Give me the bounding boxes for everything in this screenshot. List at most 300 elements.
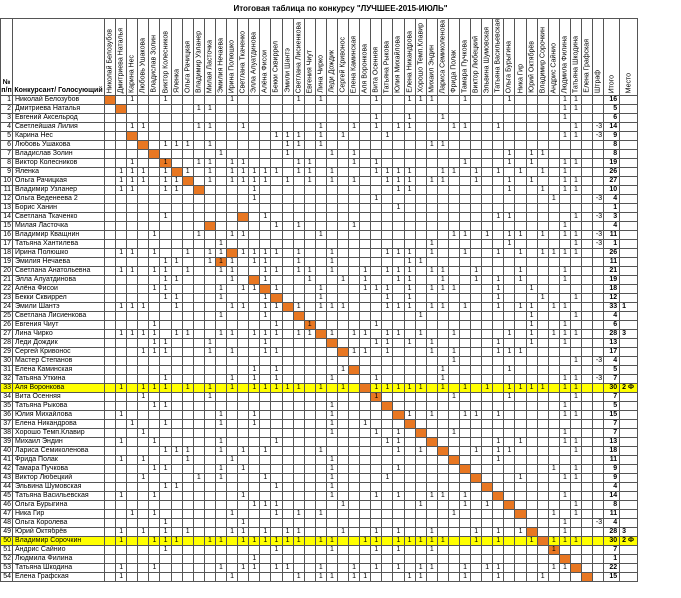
vote-cell [504,321,515,330]
vote-cell [382,564,393,573]
vote-cell [138,438,149,447]
vote-cell [138,573,149,582]
vote-cell [382,321,393,330]
vote-cell: 1 [160,447,171,456]
vote-cell: 1 [482,564,493,573]
vote-cell [526,186,537,195]
vote-cell [393,114,404,123]
vote-cell: 1 [238,168,249,177]
vote-cell [215,510,226,519]
vote-cell [570,150,581,159]
table-row [1,150,638,159]
vote-cell [293,564,304,573]
vote-cell: 1 [260,294,271,303]
vote-cell: 1 [138,168,149,177]
vote-cell: 1 [227,168,238,177]
vote-cell [105,294,116,303]
vote-cell [204,375,215,384]
vote-cell: 1 [249,249,260,258]
vote-cell [127,231,138,240]
vote-cell [404,438,415,447]
vote-cell [171,240,182,249]
vote-cell [138,267,149,276]
vote-cell: 1 [304,168,315,177]
vote-cell [149,519,160,528]
vote-cell: 1 [471,447,482,456]
vote-cell [382,186,393,195]
vote-cell [271,312,282,321]
vote-cell [493,96,504,105]
vote-cell [360,456,371,465]
vote-cell: 1 [193,474,204,483]
vote-cell [315,348,326,357]
vote-cell [360,393,371,402]
vote-cell [116,429,127,438]
vote-cell [515,501,526,510]
vote-cell [515,492,526,501]
vote-cell [160,249,171,258]
vote-cell [448,159,459,168]
vote-cell [293,402,304,411]
vote-cell: 1 [227,456,238,465]
vote-cell: 1 [426,564,437,573]
vote-cell [138,195,149,204]
vote-cell [138,240,149,249]
vote-cell [149,177,160,186]
vote-cell [282,483,293,492]
bonus-cell: -3 [593,519,604,528]
vote-cell [326,357,337,366]
vote-cell [471,330,482,339]
vote-cell [371,177,382,186]
place-cell [620,258,638,267]
vote-cell [204,276,215,285]
vote-cell [304,339,315,348]
vote-cell: 1 [393,438,404,447]
vote-cell [193,366,204,375]
vote-cell [215,483,226,492]
vote-cell: 1 [437,366,448,375]
table-row [1,303,638,312]
vote-cell [171,519,182,528]
vote-cell [182,375,193,384]
vote-cell [271,141,282,150]
vote-cell [349,213,360,222]
vote-cell [193,303,204,312]
vote-cell [193,330,204,339]
vote-cell: 1 [371,546,382,555]
vote-cell [471,456,482,465]
vote-cell [482,186,493,195]
vote-cell [215,429,226,438]
vote-cell: 1 [537,384,548,393]
vote-cell: 1 [238,537,249,546]
vote-cell [482,366,493,375]
vote-cell: 1 [382,339,393,348]
vote-cell [548,168,559,177]
vote-cell: 1 [260,249,271,258]
column-header-label: Милая Ласточка [206,39,214,93]
vote-cell [293,285,304,294]
vote-cell: 1 [215,564,226,573]
vote-cell [160,240,171,249]
vote-cell: 1 [559,222,570,231]
vote-cell: 1 [570,159,581,168]
column-header-label: Виктор Колесников [162,30,170,93]
row-number: 9 [1,168,13,177]
vote-cell [460,348,471,357]
vote-cell [116,285,127,294]
vote-cell [227,357,238,366]
vote-cell [238,96,249,105]
vote-cell [393,96,404,105]
vote-cell [537,483,548,492]
vote-cell [382,195,393,204]
row-number: 20 [1,267,13,276]
vote-cell [304,186,315,195]
vote-cell: 1 [349,348,360,357]
vote-cell [393,348,404,357]
vote-cell [448,564,459,573]
vote-cell [504,456,515,465]
column-header-label: Элла Алуатдинова [250,32,258,93]
vote-cell [271,186,282,195]
vote-cell [249,357,260,366]
vote-cell: 1 [260,330,271,339]
vote-cell [204,429,215,438]
vote-cell: 1 [138,348,149,357]
vote-cell [471,204,482,213]
vote-cell [582,132,593,141]
vote-cell: 1 [204,105,215,114]
vote-cell: 1 [204,393,215,402]
vote-cell [448,492,459,501]
vote-cell [149,159,160,168]
vote-cell [582,96,593,105]
vote-cell [526,465,537,474]
vote-cell [293,150,304,159]
vote-cell [471,501,482,510]
vote-cell [360,177,371,186]
vote-cell [537,114,548,123]
vote-cell [371,402,382,411]
vote-cell [371,465,382,474]
vote-cell [460,456,471,465]
vote-cell [193,447,204,456]
column-header [526,19,537,96]
vote-cell [471,393,482,402]
vote-cell: 1 [349,150,360,159]
vote-cell [304,411,315,420]
vote-cell: 1 [426,348,437,357]
vote-cell [149,258,160,267]
vote-cell [360,510,371,519]
vote-cell [404,465,415,474]
bonus-cell [593,222,604,231]
vote-cell [249,546,260,555]
vote-cell [282,114,293,123]
vote-cell: 1 [171,330,182,339]
vote-cell [548,123,559,132]
vote-cell [460,105,471,114]
vote-cell [149,240,160,249]
vote-cell [504,195,515,204]
vote-cell [415,492,426,501]
vote-cell [337,456,348,465]
place-cell [620,366,638,375]
bonus-cell [593,393,604,402]
vote-cell: 1 [249,195,260,204]
vote-cell [160,564,171,573]
vote-cell [238,474,249,483]
vote-cell [471,402,482,411]
vote-cell: 1 [460,231,471,240]
vote-cell [460,438,471,447]
vote-cell: 1 [227,276,238,285]
vote-cell [149,411,160,420]
vote-cell [326,285,337,294]
vote-cell: 1 [559,528,570,537]
contestant-name: Фрида Полак [13,456,105,465]
vote-cell: 1 [227,510,238,519]
vote-cell: 1 [426,141,437,150]
vote-cell [471,186,482,195]
place-cell: 3 [620,528,638,537]
vote-cell [127,150,138,159]
vote-cell [482,267,493,276]
vote-cell [482,339,493,348]
vote-cell: 1 [337,528,348,537]
vote-cell [415,528,426,537]
vote-cell: 1 [559,411,570,420]
vote-cell [127,483,138,492]
vote-cell [471,366,482,375]
self-vote-cell [138,141,149,150]
vote-cell [282,501,293,510]
total-cell: 33 [604,303,620,312]
vote-cell [105,195,116,204]
vote-cell [337,474,348,483]
vote-cell [215,321,226,330]
vote-cell [570,555,581,564]
vote-cell [227,564,238,573]
total-cell: 4 [604,483,620,492]
vote-cell [138,402,149,411]
vote-cell: 1 [138,474,149,483]
vote-cell [315,357,326,366]
place-cell [620,483,638,492]
row-number: 44 [1,483,13,492]
self-vote-cell [182,177,193,186]
vote-cell: 1 [460,573,471,582]
vote-cell [293,177,304,186]
vote-cell [582,321,593,330]
vote-cell [548,222,559,231]
vote-cell [293,420,304,429]
total-cell: 17 [604,348,620,357]
vote-cell: 1 [149,231,160,240]
vote-cell [504,573,515,582]
vote-cell [460,258,471,267]
vote-cell [371,510,382,519]
vote-cell [515,573,526,582]
vote-cell [304,420,315,429]
vote-cell [127,339,138,348]
vote-cell [282,438,293,447]
vote-cell [116,375,127,384]
place-cell [620,267,638,276]
total-cell: 9 [604,132,620,141]
vote-cell: 1 [326,474,337,483]
table-row [1,222,638,231]
vote-cell [315,177,326,186]
vote-cell [116,510,127,519]
vote-cell [249,519,260,528]
vote-cell [271,258,282,267]
vote-cell [171,96,182,105]
vote-cell [238,141,249,150]
row-number: 51 [1,546,13,555]
total-cell: 1 [604,204,620,213]
vote-cell: 1 [570,177,581,186]
vote-cell [271,231,282,240]
vote-cell [349,528,360,537]
vote-cell: 1 [260,501,271,510]
vote-cell [315,483,326,492]
vote-cell [415,186,426,195]
bonus-cell [593,168,604,177]
vote-cell [460,483,471,492]
total-cell: 13 [604,339,620,348]
vote-cell [260,150,271,159]
vote-cell [337,330,348,339]
vote-cell [260,132,271,141]
vote-cell [393,240,404,249]
vote-cell [460,150,471,159]
vote-cell [171,222,182,231]
total-cell: 1 [604,240,620,249]
vote-cell [437,249,448,258]
vote-cell [271,240,282,249]
vote-cell: 1 [537,231,548,240]
vote-cell [127,213,138,222]
column-header-label: Людмила Филина [561,35,569,93]
place-cell [620,213,638,222]
vote-cell [171,510,182,519]
vote-cell: 1 [149,321,160,330]
column-header-label: Эльвина Шумовская [483,26,491,93]
vote-cell [415,393,426,402]
vote-cell [515,375,526,384]
self-vote-cell [116,105,127,114]
vote-cell [171,132,182,141]
vote-cell: 1 [160,348,171,357]
vote-cell: 1 [526,330,537,339]
vote-cell [337,411,348,420]
vote-cell [138,366,149,375]
vote-cell: 1 [570,96,581,105]
vote-cell [315,429,326,438]
vote-cell [171,393,182,402]
vote-cell [570,546,581,555]
vote-cell [548,231,559,240]
vote-cell [160,330,171,339]
vote-cell: 1 [304,330,315,339]
vote-cell [448,483,459,492]
vote-cell [360,564,371,573]
vote-cell [582,213,593,222]
vote-cell [415,177,426,186]
vote-cell [260,141,271,150]
vote-cell [326,348,337,357]
vote-cell: 1 [393,546,404,555]
vote-cell [582,546,593,555]
vote-cell [493,429,504,438]
vote-cell: 1 [138,429,149,438]
vote-cell: 1 [182,141,193,150]
vote-cell [582,258,593,267]
vote-cell [471,231,482,240]
vote-cell: 1 [293,573,304,582]
vote-cell: 1 [271,375,282,384]
vote-cell [482,357,493,366]
vote-cell [515,159,526,168]
vote-cell [127,195,138,204]
vote-cell [149,213,160,222]
vote-cell [293,114,304,123]
vote-cell [238,384,249,393]
vote-cell [371,357,382,366]
vote-cell [204,366,215,375]
vote-cell [227,294,238,303]
vote-cell [227,474,238,483]
vote-cell [249,402,260,411]
column-header-label: Евгения Чиут [306,49,314,93]
vote-cell [171,456,182,465]
vote-cell [249,114,260,123]
table-row [1,492,638,501]
vote-cell [227,402,238,411]
vote-cell: 1 [204,168,215,177]
vote-cell [127,564,138,573]
vote-cell: 1 [360,267,371,276]
vote-cell [349,393,360,402]
vote-cell [415,339,426,348]
vote-cell [182,96,193,105]
vote-cell [105,249,116,258]
vote-cell [160,321,171,330]
vote-cell [138,159,149,168]
vote-cell: 1 [160,528,171,537]
vote-cell [349,294,360,303]
vote-cell: 1 [493,213,504,222]
vote-cell [482,330,493,339]
vote-cell [337,465,348,474]
vote-cell: 1 [315,96,326,105]
vote-cell [349,510,360,519]
column-header-label: Елена Каминская [350,35,358,93]
column-header [171,19,182,96]
vote-cell [404,141,415,150]
vote-cell [227,240,238,249]
vote-cell [160,474,171,483]
contestant-name: Владислав Золин [13,150,105,159]
vote-cell [304,249,315,258]
bonus-cell [593,312,604,321]
vote-cell [437,222,448,231]
contestant-name: Эльвина Шумовская [13,483,105,492]
vote-cell [193,213,204,222]
